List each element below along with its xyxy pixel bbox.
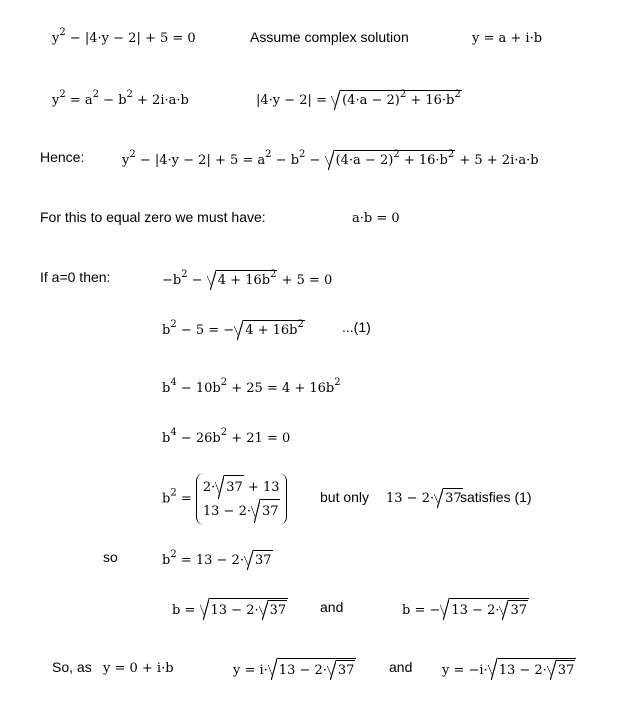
sqrt-symbol: 37 [499,600,528,620]
sqrt-symbol: $4 + 16b^2$ [207,270,278,290]
condition-text: For this to equal zero we must have: [40,209,266,225]
a-zero-equation: $-b^2 - 4 + 16b^2 + 5 = 0$ [162,269,333,288]
sqrt-symbol: 37 [251,499,280,523]
sqrt-symbol: 37 [434,488,463,508]
sqrt-symbol: $(4\cdot a - 2)^2 + 16\cdot b^2$ [331,90,462,110]
so-as-label: So, as [52,659,92,675]
step-4-equation: $b^2$ = 2· 37 + 13 13 − 2· 37 [162,473,287,525]
y-squared-expansion: $y^2 = a^2 - b^2 + 2i\cdot a\cdot b$ [52,89,189,108]
step-2-equation: $b^4 - 10b^2 + 25 = 4 + 16b^2$ [162,377,341,396]
b-squared-result: $b^2 = 13 - 2\cdot 37$ [162,549,272,568]
sqrt-symbol: 13 − 2· 37 [268,658,357,680]
so-label: so [103,549,118,565]
step-3-equation: $b^4 - 26b^2 + 21 = 0$ [162,427,291,446]
but-only-text: but only [320,489,370,505]
sqrt-symbol: 37 [244,550,273,570]
sqrt-symbol: 13 − 2· 37 [200,598,289,620]
hence-label: Hence: [40,149,85,165]
and-text-1: and [320,599,344,615]
solution-vector: 2· 37 + 13 13 − 2· 37 [196,473,287,525]
sqrt-symbol: 37 [215,475,244,499]
equation-ref-1: ...(1) [342,319,371,335]
b-positive: b = 13 − 2· 37 [172,598,288,620]
sqrt-symbol: 37 [327,660,356,680]
equation-original: $y^2 - |4\cdot y - 2| + 5 = 0$ [52,27,196,46]
abs-value-expansion: $|4\cdot y - 2| = (4\cdot a - 2)^2 + 16\cdot b^2$ [256,89,461,108]
sqrt-symbol: $4 + 16b^2$ [234,320,305,340]
sqrt-symbol: 13 − 2· 37 [440,598,529,620]
b-negative: b = − 13 − 2· 37 [402,598,529,620]
sqrt-symbol: 37 [547,660,576,680]
y-solution-negative: y = −i· 13 − 2· 37 [442,658,576,680]
satisfies-text: satisfies (1) [460,489,532,505]
sqrt-symbol: 37 [259,600,288,620]
y-solution-positive: y = i· 13 − 2· 37 [233,658,356,680]
assume-text: Assume complex solution [250,29,409,45]
y-substitution: y = 0 + i·b [103,661,174,676]
step-1-equation: $b^2 - 5$ = − $4 + 16b^2$ [162,319,304,338]
sqrt-symbol: $(4\cdot a - 2)^2 + 16\cdot b^2$ [325,150,456,170]
valid-root-expr: 13 − 2· 37 [386,488,463,508]
and-text-2: and [389,659,413,675]
y-definition: y = a + i·b [472,31,543,46]
condition-equation: a·b = 0 [352,211,400,226]
hence-equation: $y^2 - |4\cdot y - 2| + 5 = a^2 - b^2 - (4\cdot a - 2)^2 + 16\cdot b^2 + 5 + 2i\cdot a\cdot b$ [122,149,539,168]
sqrt-symbol: 13 − 2· 37 [488,658,577,680]
a-zero-label: If a=0 then: [40,269,111,285]
